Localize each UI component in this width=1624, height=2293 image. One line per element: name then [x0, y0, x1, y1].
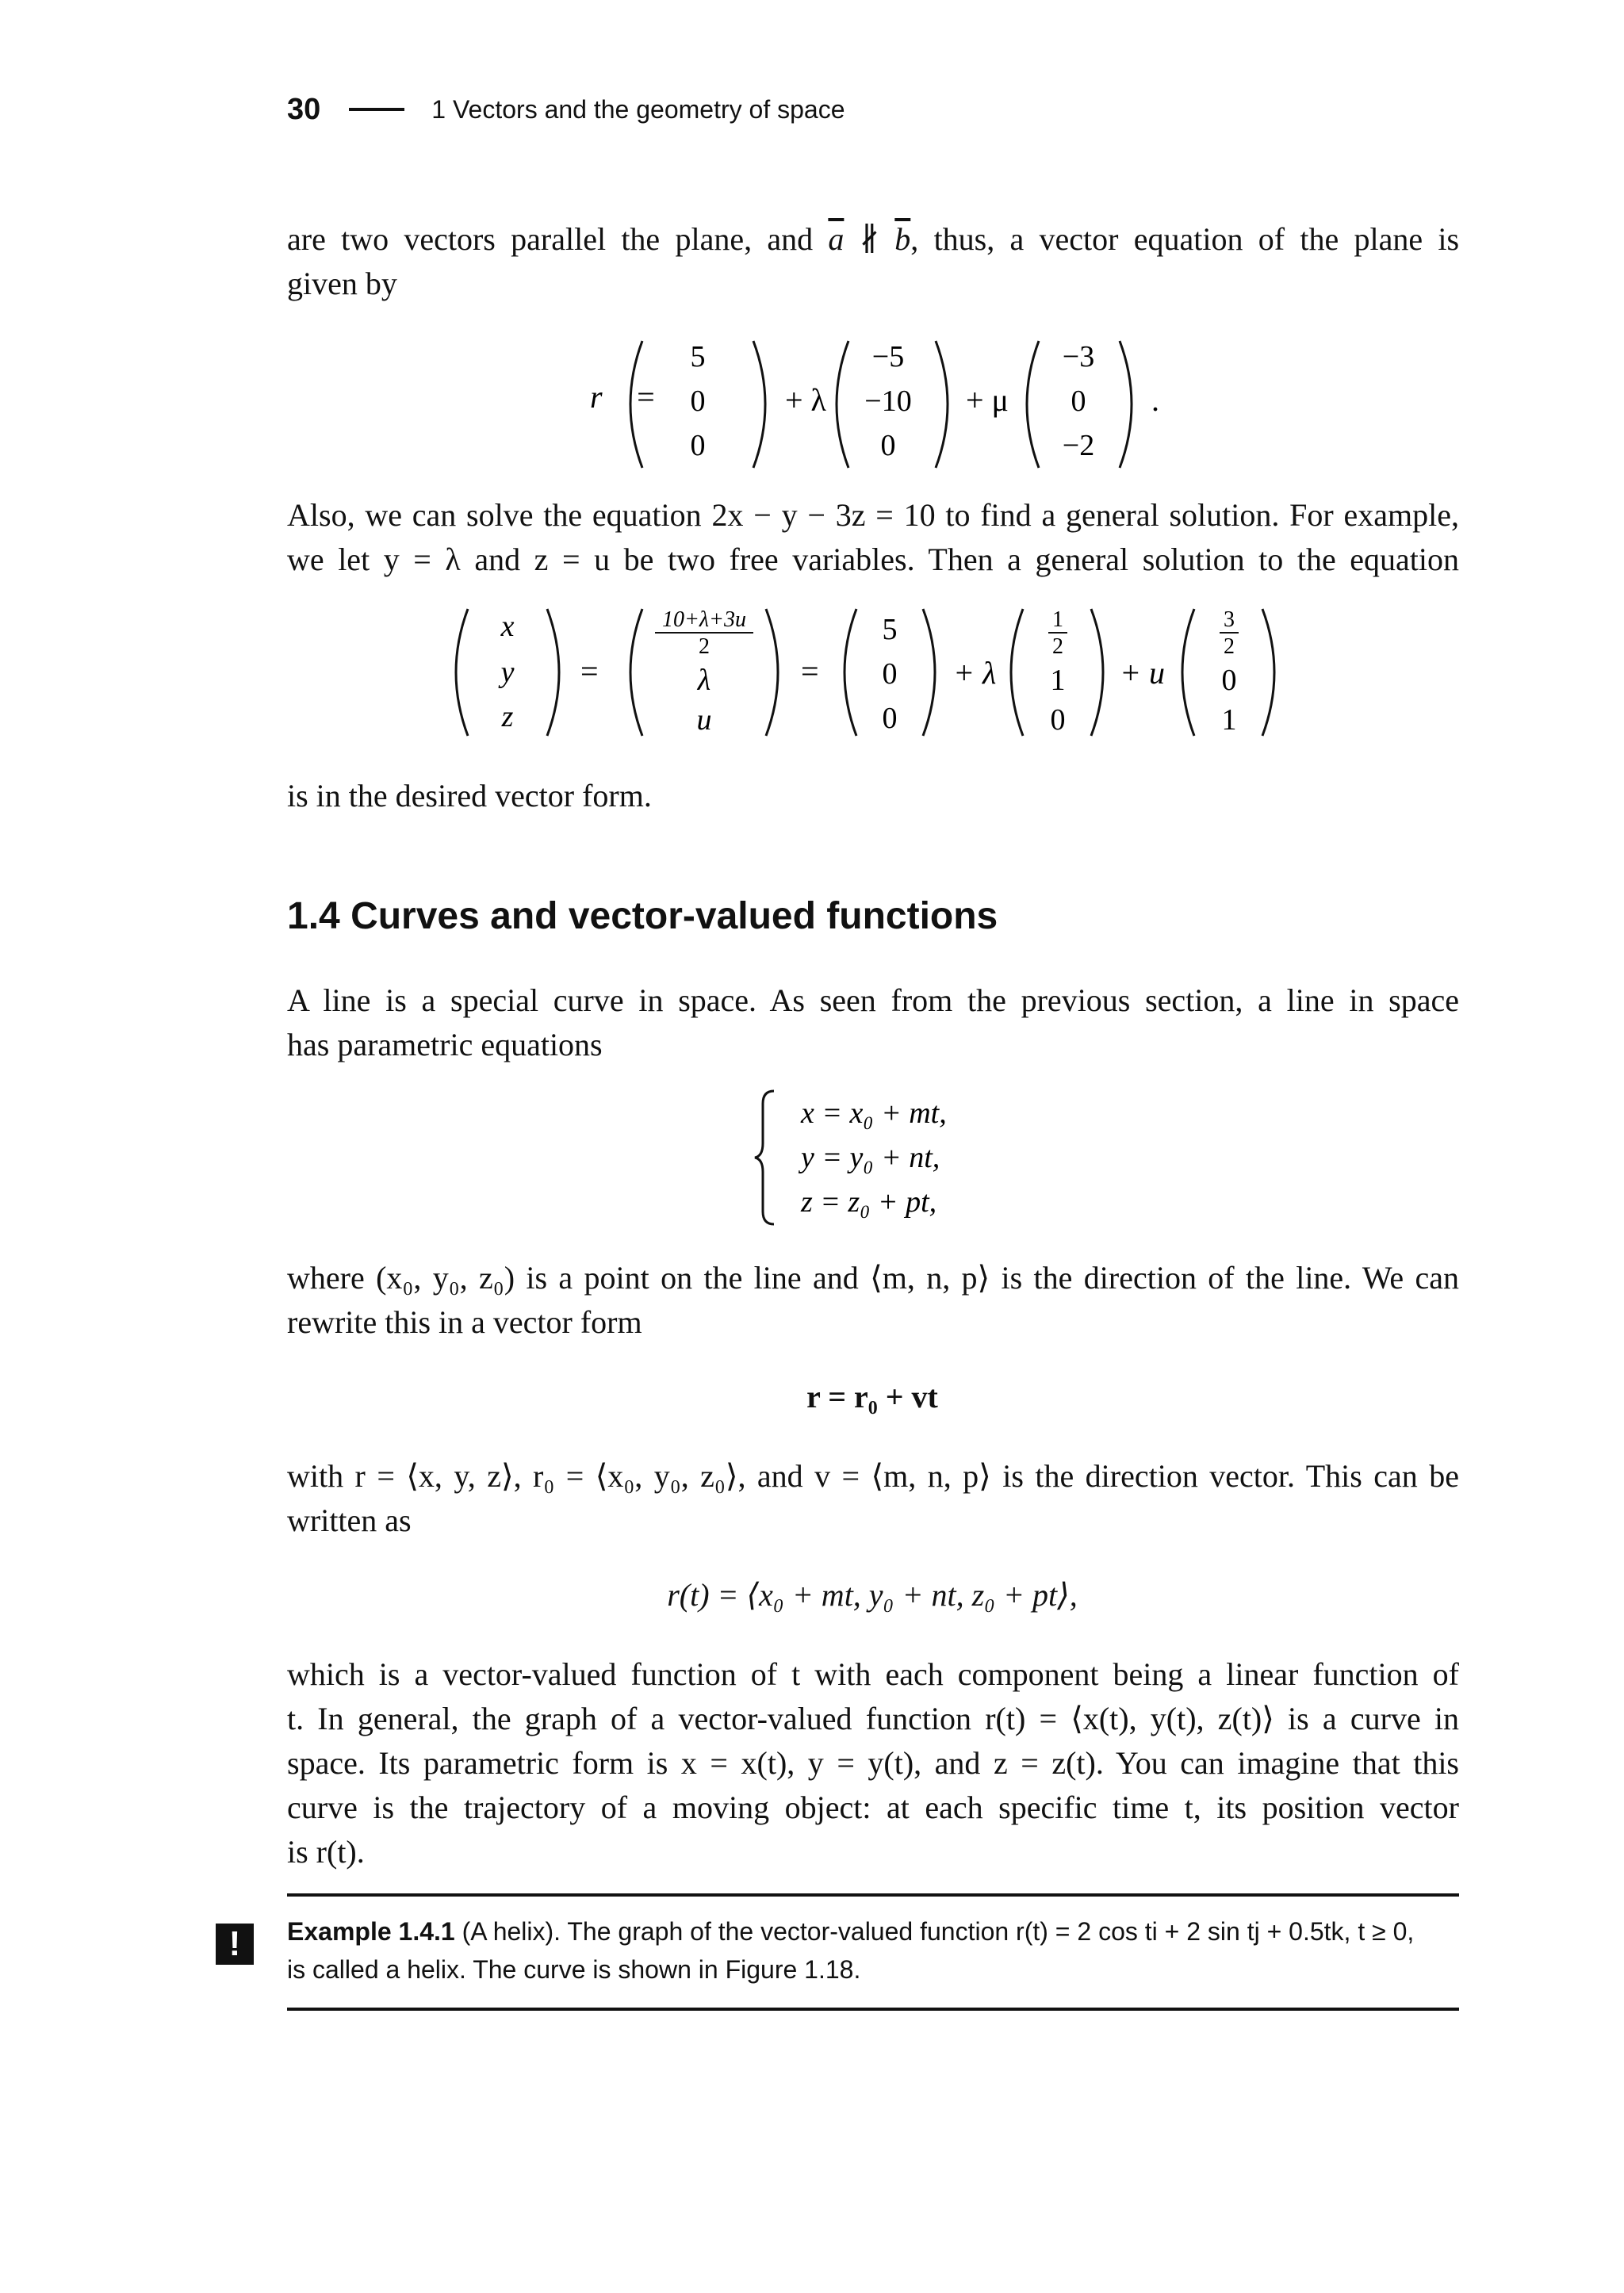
section-heading: 1.4 Curves and vector-valued functions [287, 895, 998, 937]
vector-entry: 0 [1071, 385, 1086, 418]
paragraph-line: with r = ⟨x, y, z⟩, r₀ = ⟨x₀, y₀, z₀⟩, and v = ⟨m, n, p⟩ is the direction vector. This can be [287, 1458, 1459, 1494]
paragraph-point-direction [287, 1256, 1459, 1345]
paren-left [1182, 609, 1194, 736]
paragraph-line: has parametric equations [287, 1027, 603, 1062]
page-number: 30 [287, 92, 321, 126]
paragraph-line: we let y = λ and z = u be two free variables. Then a general solution to the equation [287, 542, 1459, 577]
equation-plane [555, 325, 1189, 484]
equals: = [801, 653, 819, 689]
example-line: is called a helix. The curve is shown in Figure 1.18. [287, 1955, 861, 1984]
vector-entry: u [696, 703, 712, 737]
vector-entry: 1 [1221, 703, 1237, 737]
vector-b: $\overline{b}$ [894, 221, 911, 257]
paragraph-line: is in the desired vector form. [287, 778, 652, 813]
plus-u: + u [1120, 655, 1165, 691]
paren-right [923, 609, 935, 736]
example-bottom-rule [287, 2008, 1459, 2011]
paragraph-line: A line is a special curve in space. As seen from the previous section, a line in space [287, 982, 1459, 1018]
paren-left [845, 609, 856, 736]
not-parallel-symbol: ∦ [859, 221, 880, 257]
fraction-denominator: 2 [699, 634, 710, 659]
paren-right [1262, 609, 1274, 736]
vector-entry: 5 [690, 340, 706, 373]
vector-entry: −10 [864, 385, 912, 418]
example-label: Example 1.4.1 [287, 1917, 455, 1946]
paren-left [456, 609, 468, 736]
paragraph-general-solution [287, 493, 1459, 582]
paren-left [837, 341, 848, 468]
paragraph-line: t. In general, the graph of a vector-valued function r(t) = ⟨x(t), y(t), z(t)⟩ is a curve in [287, 1701, 1459, 1736]
period: . [1151, 382, 1159, 418]
paren-right [1120, 341, 1132, 468]
vector-entry: 0 [690, 429, 706, 462]
vector-a: $\overline{a}$ [828, 221, 845, 257]
paragraph-line: are two vectors parallel the plane, and $\overline{a}$ ∦ $\overline{b}$, thus, a vector equation of the plane is [287, 221, 1460, 257]
equals: = [580, 653, 599, 689]
paren-right [936, 341, 948, 468]
paragraph-line: which is a vector-valued function of t with each component being a linear function of [287, 1656, 1459, 1692]
paren-right [547, 609, 559, 736]
parametric-equations [753, 1086, 1007, 1229]
header-rule [349, 108, 404, 111]
example-block [287, 1912, 1459, 1989]
paren-right [753, 341, 765, 468]
equation-rt: r(t) = ⟨x₀ + mt, y₀ + nt, z₀ + pt⟩, [667, 1577, 1078, 1613]
paragraph-line: is r(t). [287, 1834, 365, 1870]
vector-entry: 0 [1050, 703, 1066, 737]
fraction-numerator: 1 [1052, 607, 1063, 632]
plus-lambda: + λ [953, 655, 997, 691]
paren-left [1011, 609, 1023, 736]
vector-entry: 0 [690, 385, 706, 418]
paragraph-plane-vectors [287, 217, 1459, 306]
vector-entry: λ [697, 664, 711, 697]
paragraph-vector-valued-function [287, 1652, 1459, 1874]
paragraph-line: curve is the trajectory of a moving object: at each specific time t, its position vector [287, 1790, 1459, 1825]
fraction-denominator: 2 [1224, 634, 1235, 659]
example-line: Example 1.4.1 (A helix). The graph of the vector-valued function r(t) = 2 cos ti + 2 sin tj + 0.5tk, t ≥ 0, [287, 1917, 1415, 1946]
paragraph-line: rewrite this in a vector form [287, 1304, 642, 1340]
vector-entry: 1 [1050, 664, 1066, 697]
paragraph-vector-form [287, 774, 1459, 818]
paren-right [1091, 609, 1103, 736]
param-eq-y: y = y₀ + nt, [801, 1141, 940, 1174]
paragraph-line: given by [287, 266, 397, 301]
paragraph-line-curve [287, 978, 1459, 1067]
equation-general-solution [444, 593, 1300, 752]
plus-mu: + μ [966, 382, 1009, 418]
example-top-rule [287, 1893, 1459, 1897]
vector-entry: y [500, 656, 515, 689]
vector-entry: x [500, 610, 515, 643]
vector-entry: −2 [1062, 429, 1095, 462]
vector-entry: 5 [882, 613, 898, 646]
vector-entry: −3 [1062, 340, 1095, 373]
param-eq-z: z = z₀ + pt, [801, 1185, 937, 1219]
chapter-title: 1 Vectors and the geometry of space [431, 94, 845, 124]
paren-right [766, 609, 778, 736]
paren-left [630, 609, 642, 736]
fraction-denominator: 2 [1052, 634, 1063, 659]
paragraph-line: where (x₀, y₀, z₀) is a point on the line and ⟨m, n, p⟩ is the direction of the line. We can [287, 1260, 1459, 1296]
paragraph-with-r [287, 1454, 1459, 1543]
vector-entry: 0 [1221, 664, 1237, 697]
fraction-numerator: 10+λ+3u [662, 607, 746, 632]
left-brace [755, 1091, 774, 1224]
paren-left [1027, 341, 1039, 468]
running-header [287, 89, 845, 130]
exclamation-icon: ! [216, 1924, 254, 1965]
vector-entry: −5 [871, 340, 905, 373]
paragraph-line: written as [287, 1503, 412, 1538]
paragraph-line: space. Its parametric form is x = x(t), y = y(t), and z = z(t). You can imagine that this [287, 1745, 1459, 1781]
paragraph-line: Also, we can solve the equation 2x − y − 3z = 10 to find a general solution. For example, [287, 497, 1459, 533]
param-eq-x: x = x₀ + mt, [801, 1097, 947, 1130]
vector-entry: z [501, 700, 514, 733]
fraction-numerator: 3 [1224, 607, 1235, 632]
plus-lambda: + λ [785, 382, 826, 418]
equation-vector-form: r = r₀ + vt [806, 1379, 938, 1414]
vector-entry: 0 [882, 657, 898, 691]
vector-entry: 0 [882, 702, 898, 735]
eq-lhs: r⃗ = [590, 379, 657, 415]
vector-entry: 0 [880, 429, 896, 462]
